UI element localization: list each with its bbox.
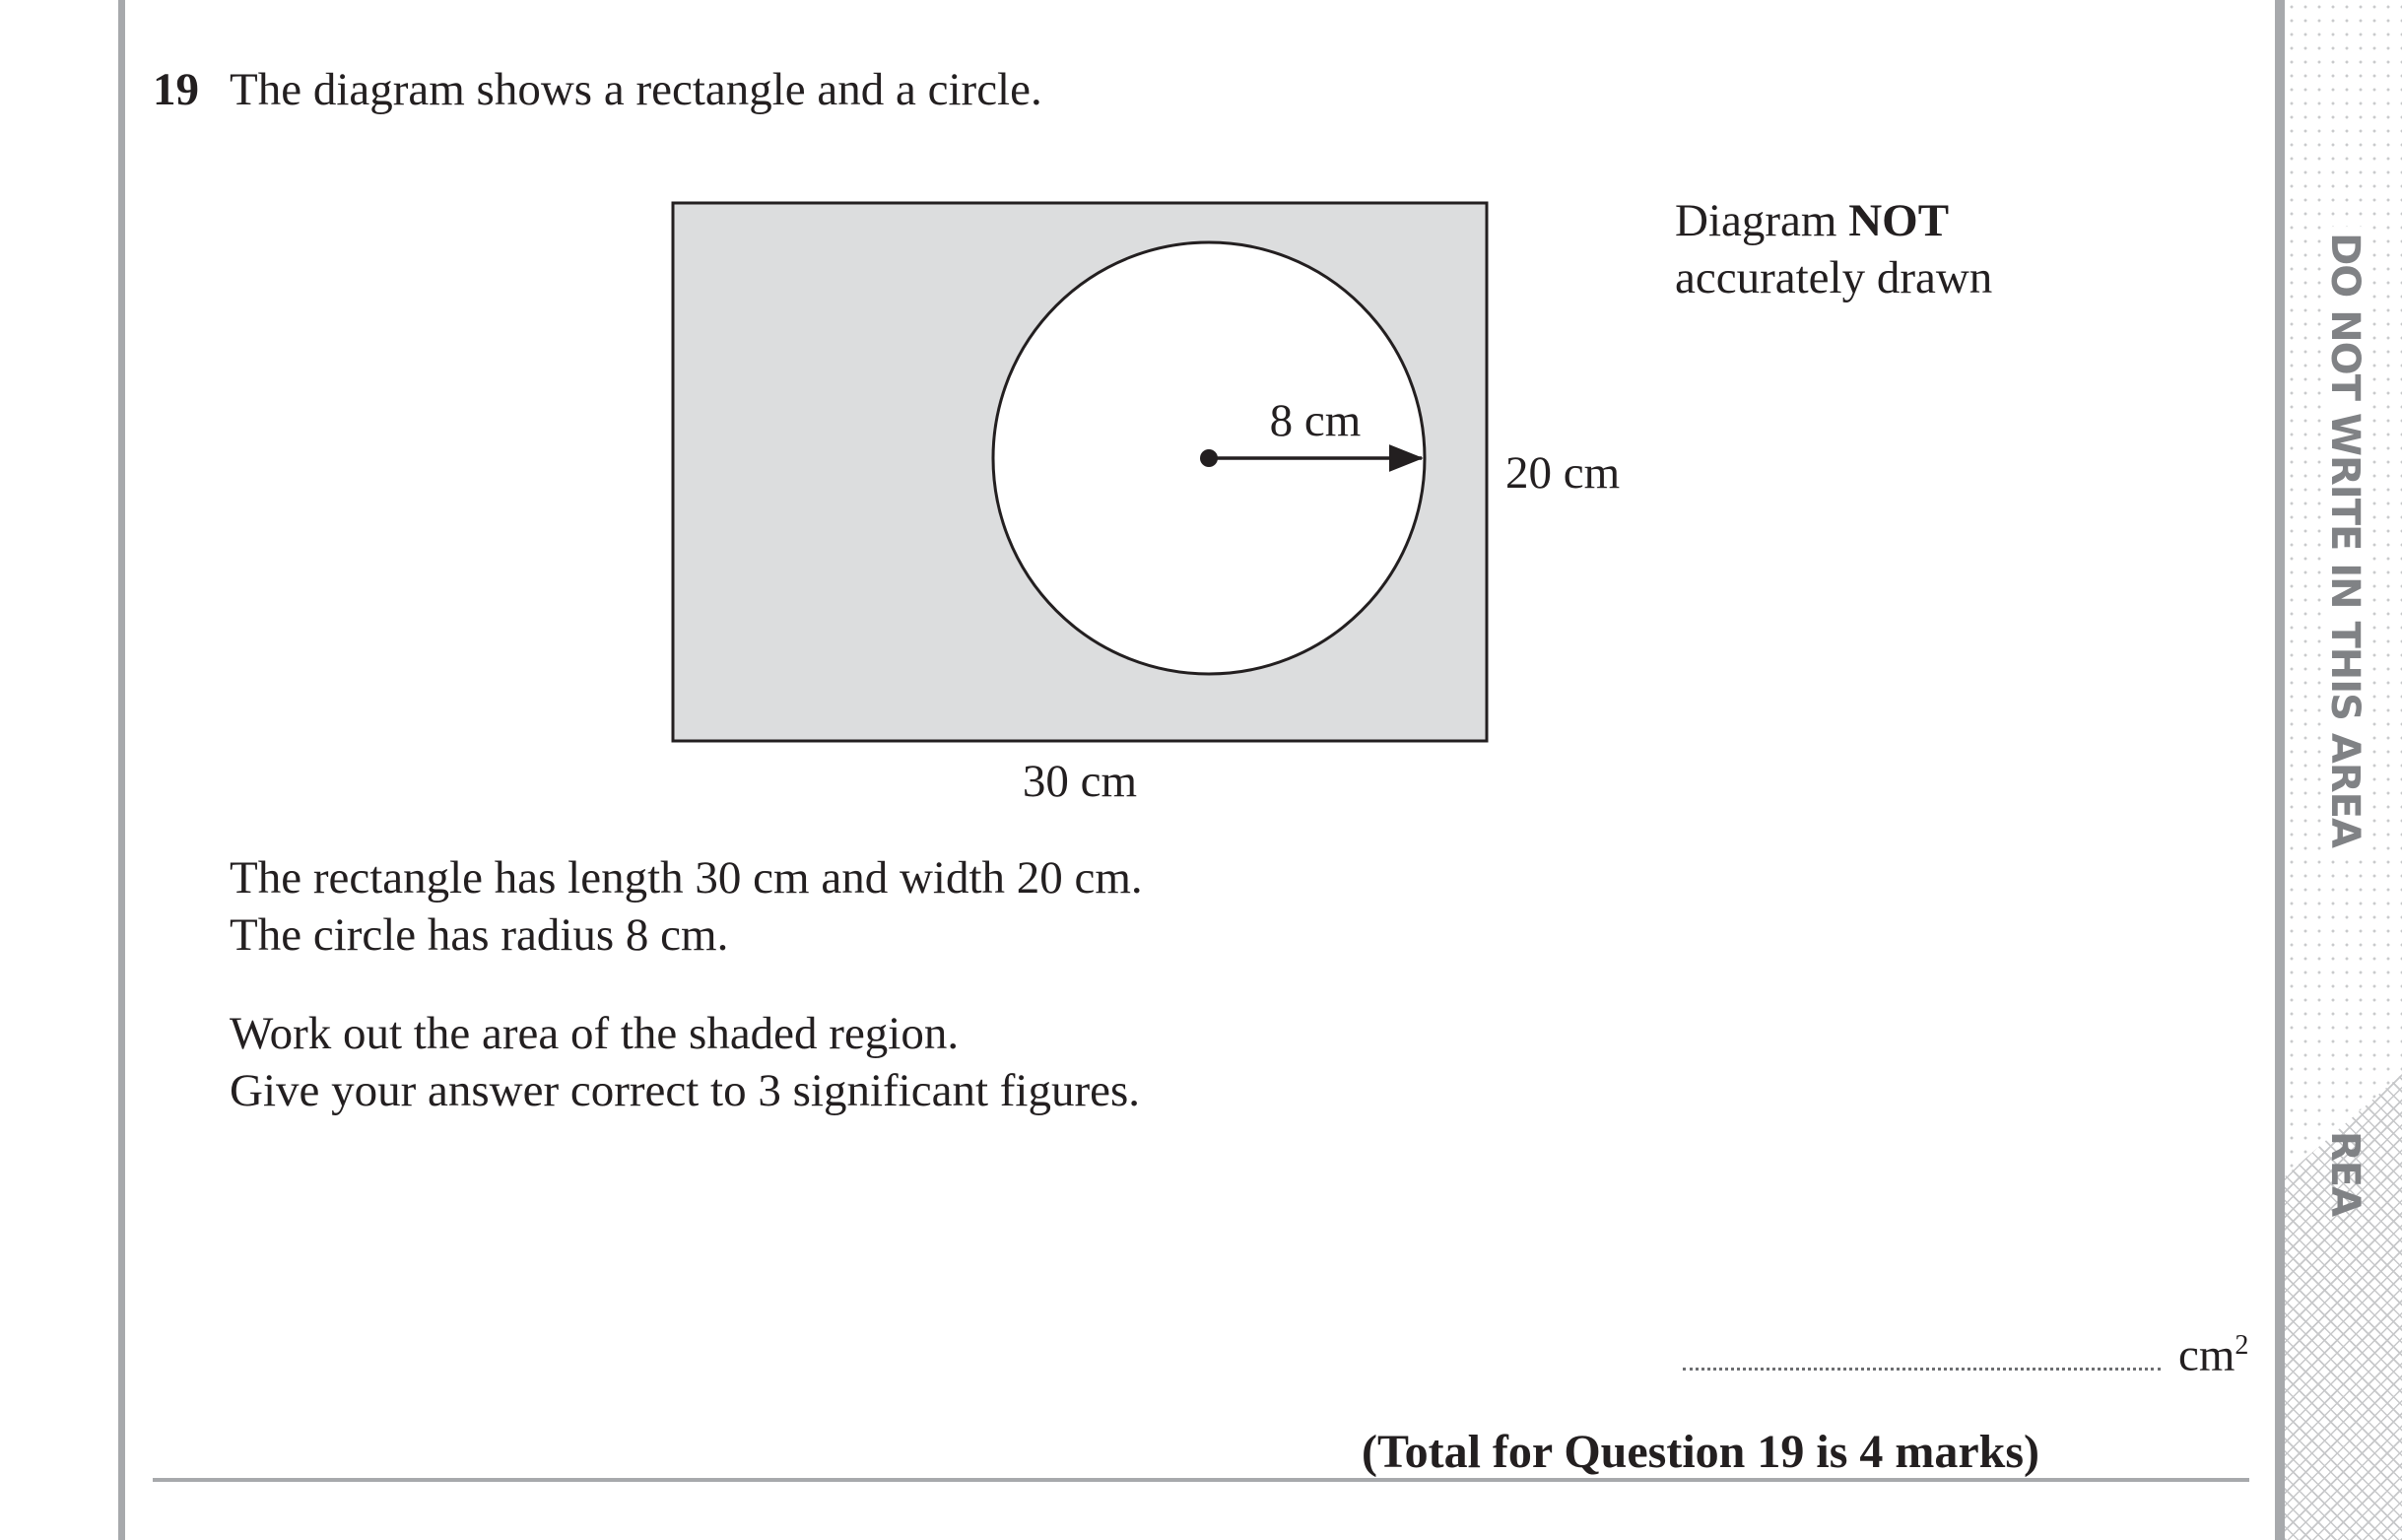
answer-unit-power: 2 (2235, 1330, 2249, 1361)
question-total-marks: (Total for Question 19 is 4 marks) (1362, 1426, 2040, 1478)
bottom-rule (153, 1478, 2249, 1482)
task-line-sigfig: Give your answer correct to 3 significant figures. (230, 1065, 1141, 1116)
margin-warning-text: DO NOT WRITE IN THIS AREA (2322, 227, 2368, 853)
radius-label: 8 cm (1269, 395, 1362, 446)
given-line-circle: The circle has radius 8 cm. (230, 909, 729, 961)
answer-unit: cm (2178, 1329, 2235, 1381)
rectangle-width-label: 20 cm (1505, 447, 1621, 499)
note-prefix: Diagram (1675, 195, 1849, 246)
given-info (230, 849, 1143, 964)
task-line-area: Work out the area of the shaded region. (230, 1008, 960, 1059)
diagram-accuracy-note (1675, 192, 1992, 306)
answer-line (1683, 1318, 2248, 1383)
answer-dotted-line[interactable] (1683, 1368, 2161, 1371)
margin-warning-partial: REA (2322, 1130, 2368, 1217)
question-intro: The diagram shows a rectangle and a circle. (230, 64, 1042, 115)
note-bold-not: NOT (1848, 195, 1950, 246)
question-number: 19 (153, 64, 199, 115)
note-line-2: accurately drawn (1675, 252, 1993, 303)
task-instructions (230, 1005, 1140, 1119)
rectangle-length-label: 30 cm (1022, 756, 1138, 807)
given-line-rectangle: The rectangle has length 30 cm and width 20 cm. (230, 852, 1143, 904)
